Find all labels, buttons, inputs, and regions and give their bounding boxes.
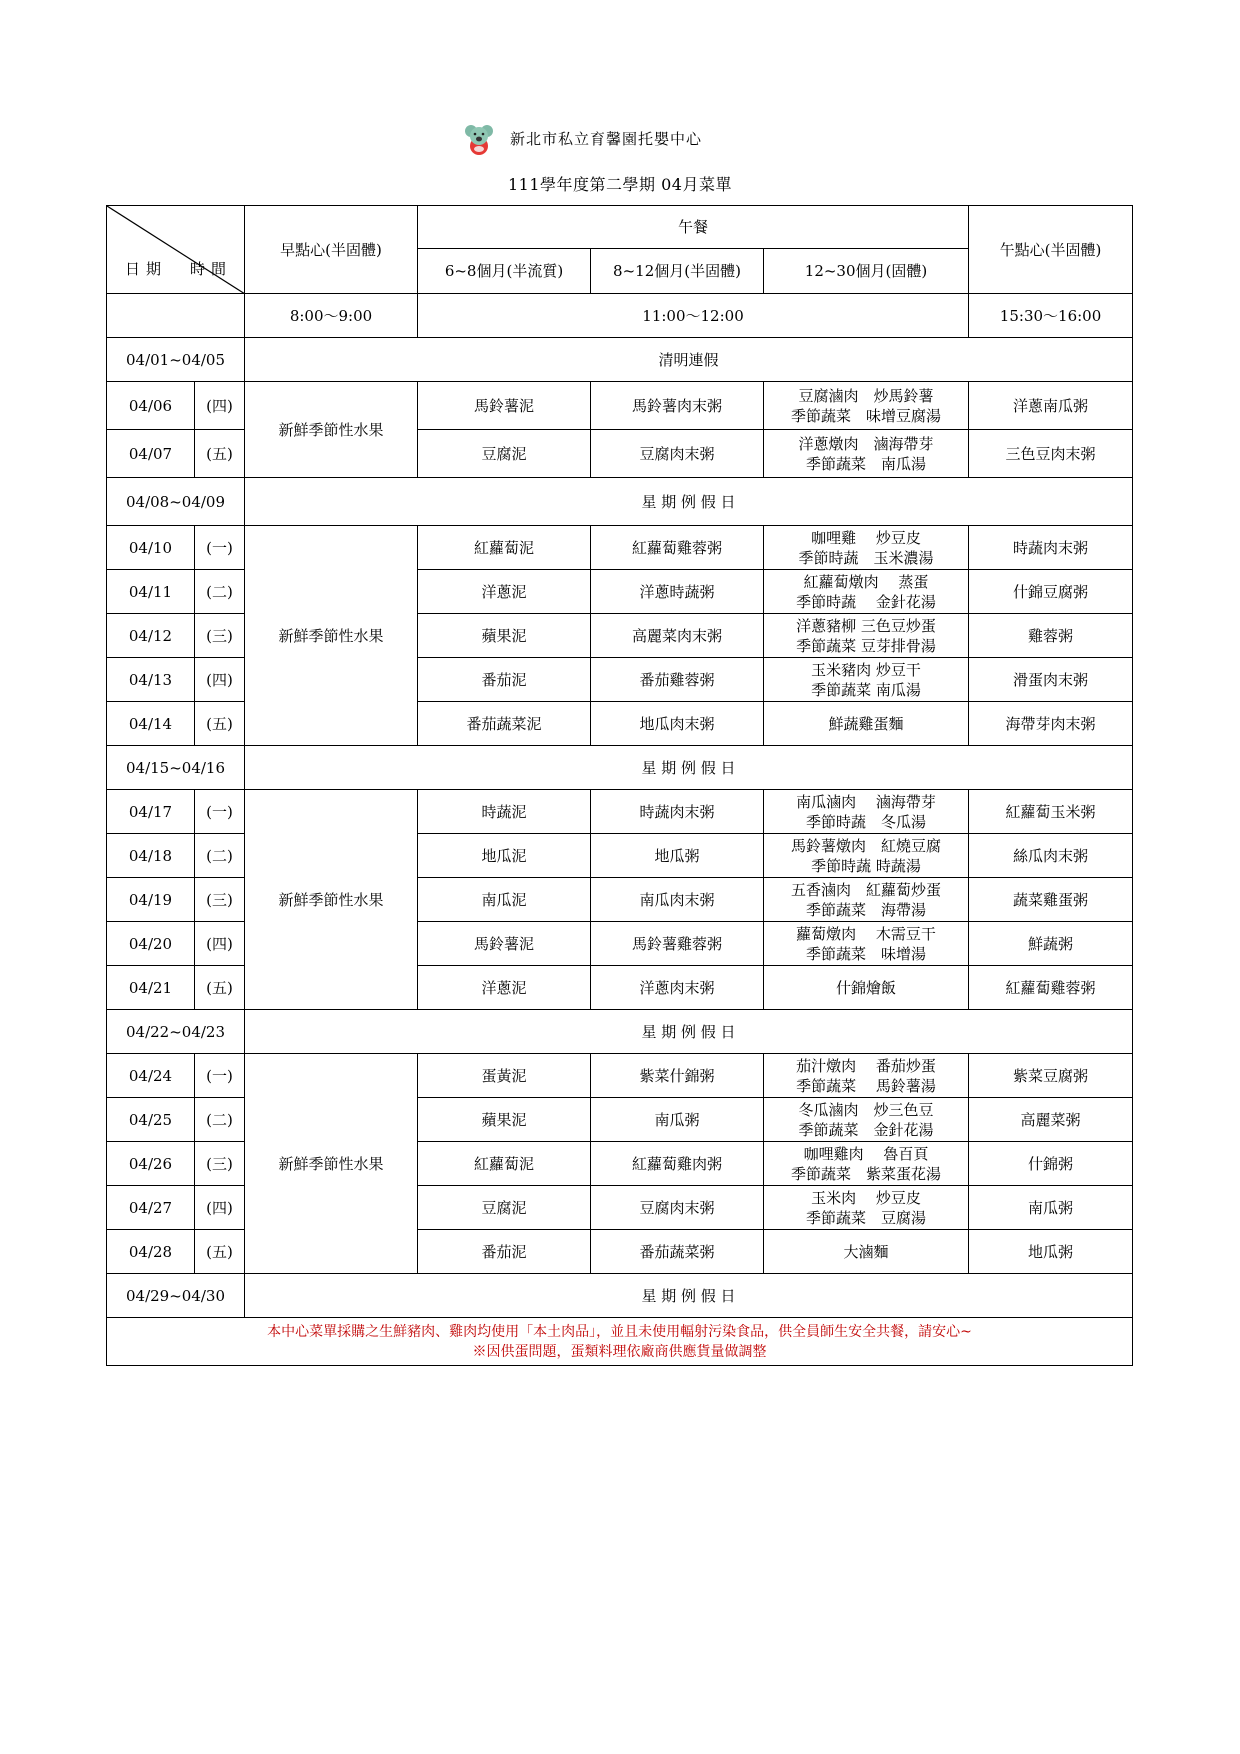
breakfast-time: 8:00～9:00	[245, 294, 418, 338]
fruit-cell: 新鮮季節性水果	[245, 790, 418, 1010]
holiday-dates: 04/29~04/30	[107, 1274, 245, 1318]
meal-12-30	[764, 430, 969, 478]
afternoon-snack: 鮮蔬粥	[969, 922, 1133, 966]
meal-line: 紅蘿蔔燉肉 蒸蛋	[803, 572, 929, 591]
meal-6-8: 馬鈴薯泥	[418, 382, 591, 430]
meal-line: 咖哩雞肉 魯百頁	[803, 1144, 929, 1163]
meal-line: 南瓜滷肉 滷海帶芽	[796, 792, 936, 811]
meal-line: 洋蔥燉肉 滷海帶芽	[798, 434, 934, 453]
meal-line: 季節蔬菜 金針花湯	[798, 1120, 934, 1139]
date-cell: 04/13	[107, 658, 195, 702]
afternoon-snack: 紫菜豆腐粥	[969, 1054, 1133, 1098]
menu-title: 111學年度第二學期 04月菜單	[508, 175, 732, 194]
meal-line: 季節蔬菜 海帶湯	[806, 900, 927, 919]
meal-6-8: 地瓜泥	[418, 834, 591, 878]
afternoon-snack: 高麗菜粥	[969, 1098, 1133, 1142]
weekday-cell: (五)	[195, 702, 245, 746]
date-label: 日期	[125, 260, 168, 278]
afternoon-snack: 滑蛋肉末粥	[969, 658, 1133, 702]
meal-12-30	[764, 1054, 969, 1098]
meal-12-30	[764, 570, 969, 614]
weekday-cell: (四)	[195, 382, 245, 430]
meal-6-8: 豆腐泥	[418, 1186, 591, 1230]
date-time-header	[107, 206, 245, 294]
meal-line: 咖哩雞 炒豆皮	[811, 528, 921, 547]
meal-12-30	[764, 790, 969, 834]
meal-line: 冬瓜滷肉 炒三色豆	[798, 1100, 934, 1119]
date-cell: 04/17	[107, 790, 195, 834]
holiday-dates: 04/01~04/05	[107, 338, 245, 382]
meal-line: 馬鈴薯燉肉 紅燒豆腐	[791, 836, 942, 855]
table-row	[107, 790, 1133, 834]
meal-6-8: 馬鈴薯泥	[418, 922, 591, 966]
date-cell: 04/19	[107, 878, 195, 922]
meal-line: 季節蔬菜 南瓜湯	[806, 454, 927, 473]
meal-line: 什錦燴飯	[836, 978, 897, 997]
time-row-blank	[107, 294, 245, 338]
holiday-label: 星 期 例 假 日	[245, 1274, 1133, 1318]
meal-12-30	[764, 922, 969, 966]
meal-8-12: 紅蘿蔔雞肉粥	[591, 1142, 764, 1186]
holiday-dates: 04/15~04/16	[107, 746, 245, 790]
weekday-cell: (二)	[195, 570, 245, 614]
holiday-label: 星 期 例 假 日	[245, 478, 1133, 526]
afternoon-snack: 什錦豆腐粥	[969, 570, 1133, 614]
meal-line: 季節蔬菜 馬鈴薯湯	[796, 1076, 936, 1095]
afternoon-snack: 洋蔥南瓜粥	[969, 382, 1133, 430]
afternoon-snack: 海帶芽肉末粥	[969, 702, 1133, 746]
holiday-dates: 04/22~04/23	[107, 1010, 245, 1054]
meal-12-30	[764, 878, 969, 922]
meal-line: 季節蔬菜 南瓜湯	[811, 680, 921, 699]
meal-6-8: 蘋果泥	[418, 614, 591, 658]
afternoon-snack: 三色豆肉末粥	[969, 430, 1133, 478]
weekday-cell: (四)	[195, 658, 245, 702]
meal-line: 玉米豬肉 炒豆干	[811, 660, 921, 679]
meal-8-12: 馬鈴薯肉末粥	[591, 382, 764, 430]
meal-line: 季節蔬菜 味增豆腐湯	[791, 406, 942, 425]
breakfast-header: 早點心(半固體)	[245, 206, 418, 294]
afternoon-snack: 蔬菜雞蛋粥	[969, 878, 1133, 922]
date-cell: 04/24	[107, 1054, 195, 1098]
holiday-label: 清明連假	[245, 338, 1133, 382]
date-cell: 04/20	[107, 922, 195, 966]
meal-6-8: 紅蘿蔔泥	[418, 526, 591, 570]
weekday-cell: (三)	[195, 614, 245, 658]
weekday-cell: (四)	[195, 922, 245, 966]
afternoon-snack: 絲瓜肉末粥	[969, 834, 1133, 878]
meal-12-30	[764, 1142, 969, 1186]
holiday-dates: 04/08~04/09	[107, 478, 245, 526]
meal-line: 鮮蔬雞蛋麵	[828, 714, 904, 733]
date-cell: 04/12	[107, 614, 195, 658]
afternoon-snack: 紅蘿蔔雞蓉粥	[969, 966, 1133, 1010]
date-cell: 04/07	[107, 430, 195, 478]
date-cell: 04/27	[107, 1186, 195, 1230]
meal-6-8: 蘋果泥	[418, 1098, 591, 1142]
meal-6-8: 南瓜泥	[418, 878, 591, 922]
meal-line: 茄汁燉肉 番茄炒蛋	[796, 1056, 936, 1075]
meal-8-12: 洋蔥肉末粥	[591, 966, 764, 1010]
meal-12-30	[764, 702, 969, 746]
weekday-cell: (一)	[195, 790, 245, 834]
meal-line: 蘿蔔燉肉 木需豆干	[796, 924, 936, 943]
fruit-cell: 新鮮季節性水果	[245, 382, 418, 478]
date-cell: 04/11	[107, 570, 195, 614]
weekday-cell: (二)	[195, 834, 245, 878]
weekday-cell: (三)	[195, 878, 245, 922]
meal-line: 季節蔬菜 豆腐湯	[806, 1208, 927, 1227]
weekday-cell: (五)	[195, 430, 245, 478]
meal-8-12: 南瓜肉末粥	[591, 878, 764, 922]
meal-12-30	[764, 1098, 969, 1142]
holiday-label: 星 期 例 假 日	[245, 746, 1133, 790]
meal-8-12: 番茄蔬菜粥	[591, 1230, 764, 1274]
fruit-cell: 新鮮季節性水果	[245, 1054, 418, 1274]
meal-12-30	[764, 1230, 969, 1274]
meal-line: 五香滷肉 紅蘿蔔炒蛋	[791, 880, 942, 899]
weekday-cell: (三)	[195, 1142, 245, 1186]
time-label: 時間	[189, 260, 232, 278]
meal-line: 洋蔥豬柳 三色豆炒蛋	[796, 616, 936, 635]
weekday-cell: (二)	[195, 1098, 245, 1142]
date-cell: 04/25	[107, 1098, 195, 1142]
meal-8-12: 地瓜粥	[591, 834, 764, 878]
meal-8-12: 南瓜粥	[591, 1098, 764, 1142]
meal-12-30	[764, 658, 969, 702]
meal-6-8: 洋蔥泥	[418, 570, 591, 614]
meal-8-12: 馬鈴薯雞蓉粥	[591, 922, 764, 966]
lunch-header: 午餐	[418, 206, 969, 249]
weekday-cell: (一)	[195, 1054, 245, 1098]
afternoon-snack: 什錦粥	[969, 1142, 1133, 1186]
weekday-cell: (四)	[195, 1186, 245, 1230]
meal-line: 大滷麵	[843, 1242, 889, 1261]
afternoon-snack: 南瓜粥	[969, 1186, 1133, 1230]
meal-8-12: 高麗菜肉末粥	[591, 614, 764, 658]
meal-12-30	[764, 1186, 969, 1230]
meal-line: 季節時蔬 冬瓜湯	[806, 812, 927, 831]
date-cell: 04/10	[107, 526, 195, 570]
date-cell: 04/06	[107, 382, 195, 430]
meal-12-30	[764, 834, 969, 878]
meal-12-30	[764, 526, 969, 570]
table-row	[107, 1054, 1133, 1098]
meal-8-12: 洋蔥時蔬粥	[591, 570, 764, 614]
meal-line: 季節時蔬 玉米濃湯	[798, 548, 934, 567]
lunch-time: 11:00～12:00	[418, 294, 969, 338]
meal-6-8: 番茄蔬菜泥	[418, 702, 591, 746]
date-cell: 04/18	[107, 834, 195, 878]
lunch-12-30-header: 12~30個月(固體)	[764, 249, 969, 294]
meal-line: 季節蔬菜 豆芽排骨湯	[796, 636, 936, 655]
meal-6-8: 蛋黃泥	[418, 1054, 591, 1098]
afternoon-time: 15:30～16:00	[969, 294, 1133, 338]
meal-8-12: 番茄雞蓉粥	[591, 658, 764, 702]
meal-8-12: 紫菜什錦粥	[591, 1054, 764, 1098]
note-line-1: 本中心菜單採購之生鮮豬肉、雞肉均使用「本土肉品」，並且未使用輻射污染食品，供全員師生安全共餐，請安心~	[267, 1323, 972, 1340]
meal-12-30	[764, 614, 969, 658]
meal-line: 季節時蔬 金針花湯	[796, 592, 936, 611]
meal-8-12: 豆腐肉末粥	[591, 430, 764, 478]
meal-6-8: 番茄泥	[418, 1230, 591, 1274]
meal-6-8: 洋蔥泥	[418, 966, 591, 1010]
afternoon-snack: 雞蓉粥	[969, 614, 1133, 658]
afternoon-header: 午點心(半固體)	[969, 206, 1133, 294]
meal-6-8: 紅蘿蔔泥	[418, 1142, 591, 1186]
diagonal-line	[107, 206, 245, 294]
menu-table	[106, 205, 1133, 1366]
table-row	[107, 526, 1133, 570]
meal-8-12: 時蔬肉末粥	[591, 790, 764, 834]
weekday-cell: (五)	[195, 1230, 245, 1274]
meal-6-8: 番茄泥	[418, 658, 591, 702]
lunch-8-12-header: 8~12個月(半固體)	[591, 249, 764, 294]
date-cell: 04/14	[107, 702, 195, 746]
meal-line: 玉米肉 炒豆皮	[811, 1188, 921, 1207]
koala-logo-icon	[462, 122, 496, 156]
org-name: 新北市私立育馨園托嬰中心	[510, 130, 703, 148]
meal-12-30	[764, 966, 969, 1010]
weekday-cell: (五)	[195, 966, 245, 1010]
date-cell: 04/28	[107, 1230, 195, 1274]
holiday-label: 星 期 例 假 日	[245, 1010, 1133, 1054]
meal-6-8: 豆腐泥	[418, 430, 591, 478]
afternoon-snack: 地瓜粥	[969, 1230, 1133, 1274]
meal-8-12: 紅蘿蔔雞蓉粥	[591, 526, 764, 570]
meal-12-30	[764, 382, 969, 430]
meal-line: 季節蔬菜 味增湯	[806, 944, 927, 963]
table-row	[107, 382, 1133, 430]
meal-line: 季節時蔬 時蔬湯	[811, 856, 921, 875]
meal-8-12: 豆腐肉末粥	[591, 1186, 764, 1230]
date-cell: 04/21	[107, 966, 195, 1010]
weekday-cell: (一)	[195, 526, 245, 570]
lunch-6-8-header: 6~8個月(半流質)	[418, 249, 591, 294]
meal-line: 豆腐滷肉 炒馬鈴薯	[798, 386, 934, 405]
meal-line: 季節蔬菜 紫菜蛋花湯	[791, 1164, 942, 1183]
fruit-cell: 新鮮季節性水果	[245, 526, 418, 746]
afternoon-snack: 紅蘿蔔玉米粥	[969, 790, 1133, 834]
afternoon-snack: 時蔬肉末粥	[969, 526, 1133, 570]
date-cell: 04/26	[107, 1142, 195, 1186]
notes-cell	[107, 1318, 1133, 1366]
meal-8-12: 地瓜肉末粥	[591, 702, 764, 746]
meal-6-8: 時蔬泥	[418, 790, 591, 834]
note-line-2: ※因供蛋問題，蛋類料理依廠商供應貨量做調整	[472, 1343, 767, 1360]
